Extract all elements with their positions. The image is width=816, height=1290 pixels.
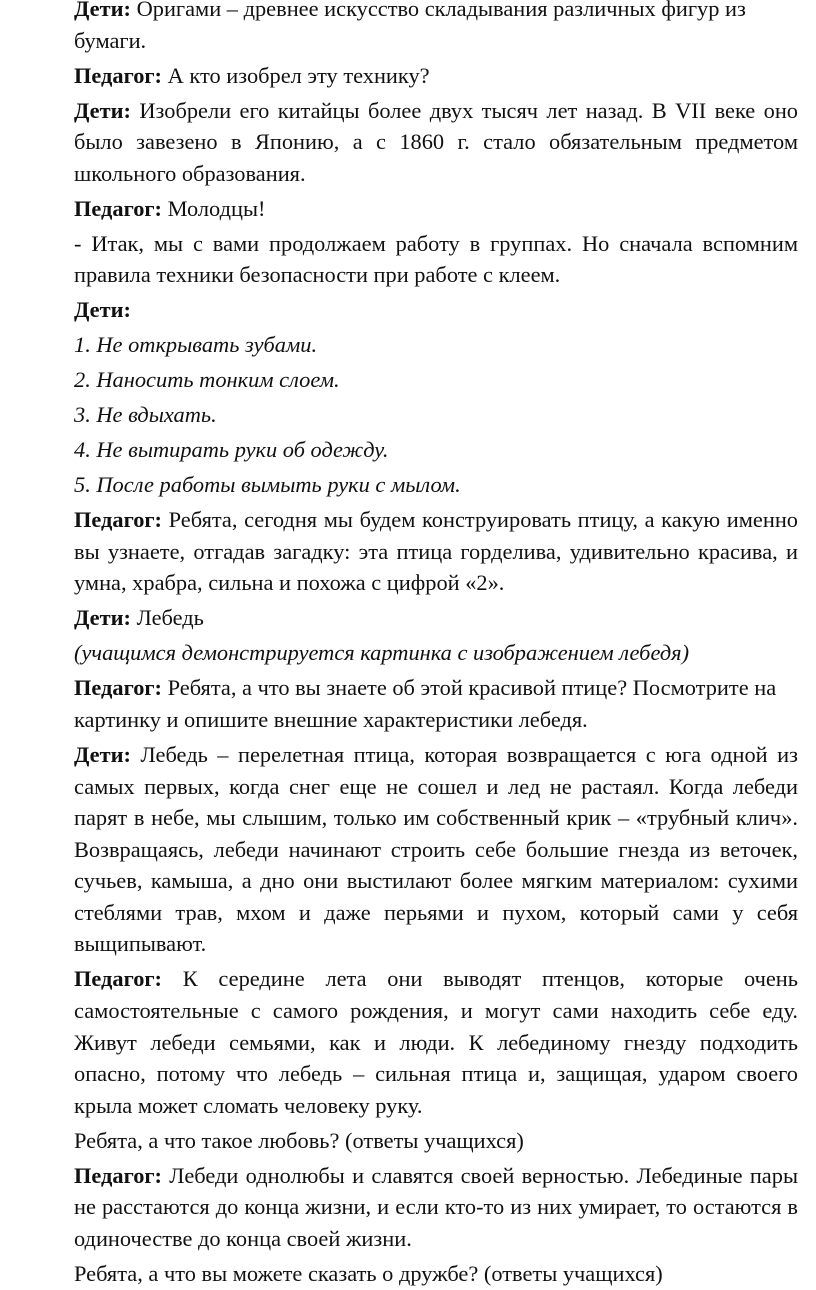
teacher-question — [74, 1258, 798, 1290]
rule-text: 3. Не вдыхать. — [74, 402, 217, 428]
safety-rule-item — [74, 434, 798, 466]
teacher-continuation — [74, 228, 798, 291]
speaker-label: Педагог: — [74, 1162, 163, 1188]
dialogue-children — [74, 95, 798, 190]
dialogue-children — [74, 0, 798, 56]
speech-text: Ребята, а что такое любовь? (ответы учащихся) — [74, 1127, 524, 1153]
speech-text: Оригами – древнее искусство складывания различных фигур из бумаги. — [74, 0, 746, 53]
direction-text: (учащимся демонстрируется картинка с изображением лебедя) — [74, 640, 690, 666]
speech-text: Ребята, а что вы можете сказать о дружбе? (ответы учащихся) — [74, 1260, 663, 1286]
speech-text: Ребята, сегодня мы будем конструировать птицу, а какую именно вы узнаете, отгадав загадку: эта птица горделива, удивительно красива, и умна, храбра, сильна и похожа с цифрой «2». — [74, 507, 798, 596]
dialogue-teacher — [74, 963, 798, 1121]
dialogue-teacher — [74, 193, 798, 225]
speaker-label: Дети: — [74, 741, 131, 767]
speech-text: Ребята, а что вы знаете об этой красивой птице? Посмотрите на картинку и опишите внешние характеристики лебедя. — [74, 675, 777, 732]
dialogue-teacher — [74, 60, 798, 92]
dialogue-teacher — [74, 504, 798, 599]
speaker-label: Педагог: — [74, 195, 163, 221]
speech-text: Лебеди однолюбы и славятся своей верностью. Лебединые пары не расстаются до конца жизни, и если кто-то из них умирает, то остаются в одиночестве до конца своей жизни. — [74, 1162, 798, 1251]
speaker-label: Педагог: — [74, 675, 163, 701]
speech-text: Лебедь – перелетная птица, которая возвращается с юга одной из самых первых, когда снег еще не сошел и лед не растаял. Когда лебеди парят в небе, мы слышим, только им собственный крик – «трубный клич». Возвращаясь, лебеди начинают строить себе большие гнезда из веточек, сучьев, камыша, а дно они выстилают более мягким материалом: сухими стеблями трав, мхом и даже перьями и пухом, который сами у себя выщипывают. — [74, 741, 798, 957]
dialogue-children — [74, 294, 798, 326]
dialogue-teacher — [74, 672, 798, 735]
safety-rule-item — [74, 364, 798, 396]
rule-text: 5. После работы вымыть руки с мылом. — [74, 472, 461, 498]
safety-rule-item — [74, 329, 798, 361]
dialogue-children — [74, 602, 798, 634]
rule-text: 2. Наносить тонким слоем. — [74, 367, 340, 393]
speech-text: А кто изобрел эту технику? — [162, 62, 430, 88]
dialogue-children — [74, 739, 798, 960]
speaker-label: Дети: — [74, 297, 131, 323]
rule-text: 1. Не открывать зубами. — [74, 332, 318, 358]
speech-text: Изобрели его китайцы более двух тысяч лет назад. В VII веке оно было завезено в Японию, а с 1860 г. стало обязательным предметом школьного образования. — [74, 97, 798, 186]
speaker-label: Дети: — [74, 605, 131, 631]
stage-direction — [74, 637, 798, 669]
dialogue-teacher — [74, 1160, 798, 1255]
speaker-label: Дети: — [74, 0, 131, 21]
safety-rule-item — [74, 469, 798, 501]
safety-rule-item — [74, 399, 798, 431]
teacher-question — [74, 1125, 798, 1157]
speaker-label: Педагог: — [74, 507, 163, 533]
speech-text: Лебедь — [130, 605, 204, 631]
speech-text: Молодцы! — [162, 195, 266, 221]
speaker-label: Педагог: — [74, 62, 163, 88]
speaker-label: Дети: — [74, 97, 131, 123]
speaker-label: Педагог: — [74, 966, 163, 992]
rule-text: 4. Не вытирать руки об одежду. — [74, 437, 389, 463]
speech-text: К середине лета они выводят птенцов, которые очень самостоятельные с самого рождения, и могут сами находить себе еду. Живут лебеди семьями, как и люди. К лебединому гнезду подходить опасно, потому что лебедь – сильная птица и, защищая, ударом своего крыла может сломать человеку руку. — [74, 966, 798, 1118]
speech-text: - Итак, мы с вами продолжаем работу в группах. Но сначала вспомним правила техники безопасности при работе с клеем. — [74, 230, 798, 288]
